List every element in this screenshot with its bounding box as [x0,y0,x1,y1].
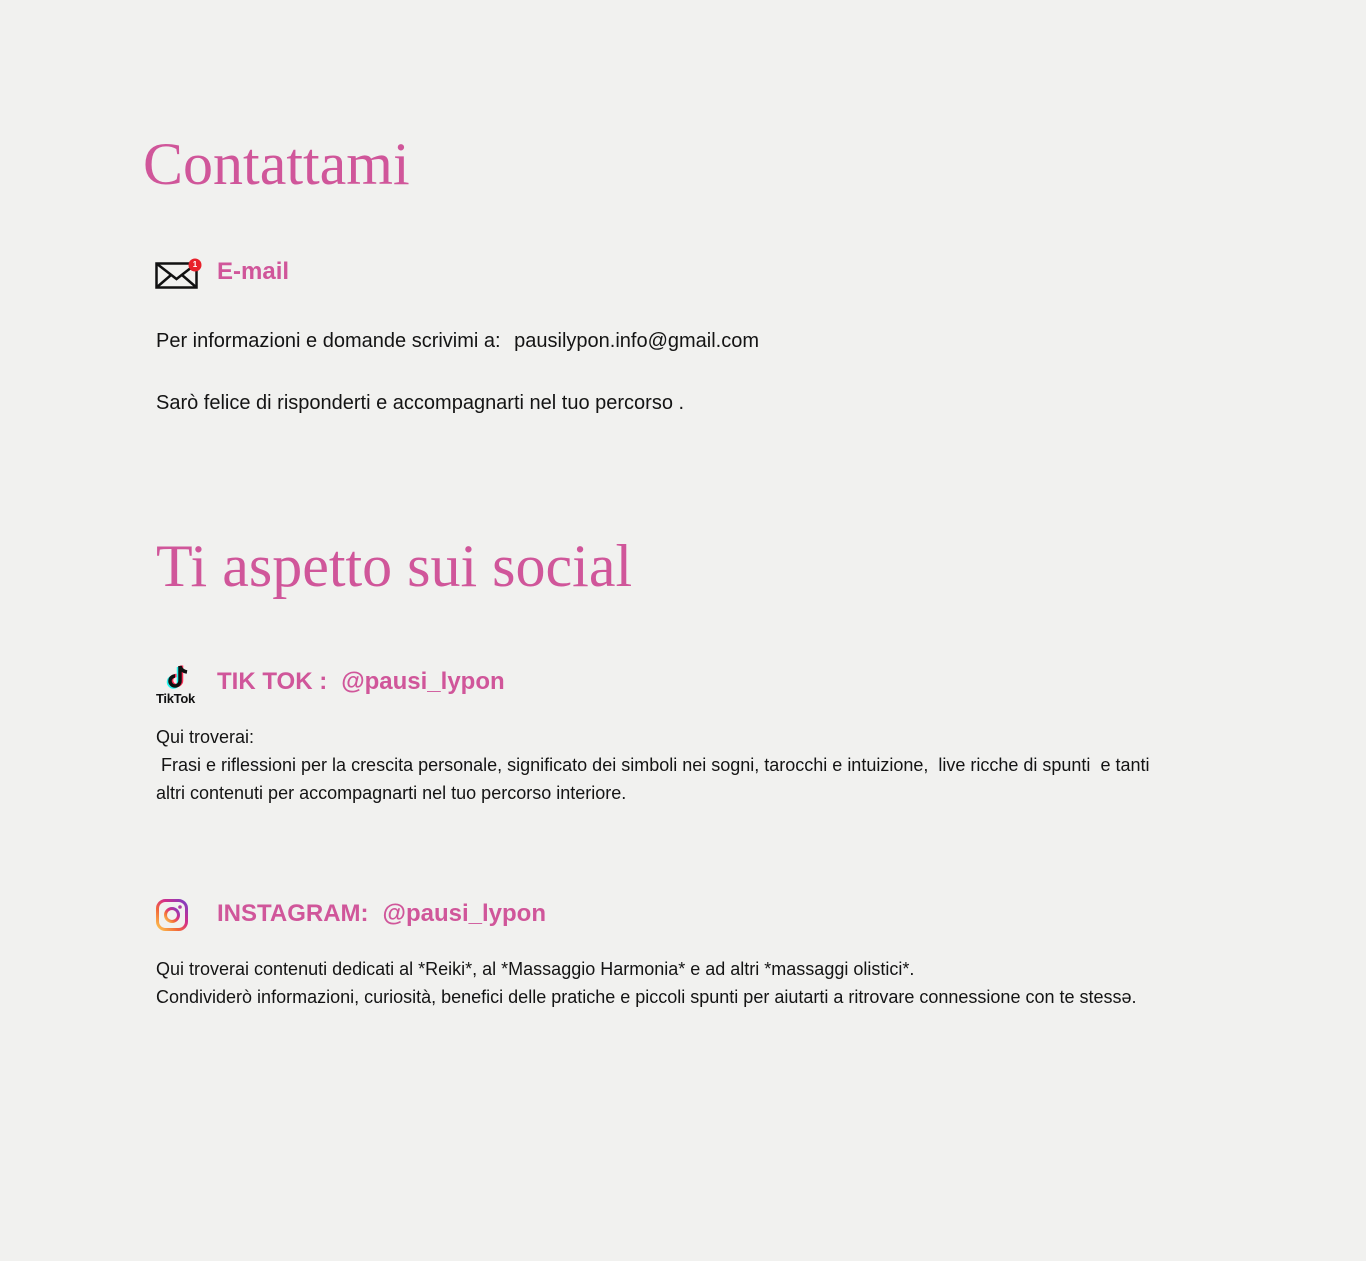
instagram-description [156,955,1236,1011]
tiktok-handle-link[interactable]: @pausi_lypon [341,668,505,695]
email-heading [217,258,289,286]
tiktok-description [156,723,1236,807]
email-info-prefix: Per informazioni e domande scrivimi a: [156,330,501,352]
instagram-handle-link[interactable]: @pausi_lypon [382,900,546,927]
instagram-icon[interactable] [156,899,188,936]
instagram-desc-line1: Qui troverai contenuti dedicati al *Reiki*, al *Massaggio Harmonia* e ad altri *massaggi olistici*. [156,959,915,979]
tiktok-desc-line2: altri contenuti per accompagnarti nel tuo percorso interiore. [156,783,627,803]
email-address-link[interactable]: pausilypon.info@gmail.com [514,330,760,352]
tiktok-heading [217,668,505,696]
email-label: E-mail [217,258,290,285]
instagram-heading [217,900,546,928]
tiktok-desc-line1: Frasi e riflessioni per la crescita personale, significato dei simboli nei sogni, tarocchi e intuizione, live ricche di spunti e tanti [156,755,1150,775]
instagram-desc-line2: Condividerò informazioni, curiosità, benefici delle pratiche e piccoli spunti per aiutarti a ritrovare connessione con te stessə. [156,987,1137,1007]
contact-title: Contattami [143,131,410,197]
social-title: Ti aspetto sui social [156,533,633,599]
tiktok-logo-text: TikTok [156,691,195,706]
email-info-line [156,327,759,355]
tiktok-intro: Qui troverai: [156,727,255,747]
notification-badge-count: 1 [192,260,198,269]
instagram-label: INSTAGRAM: [217,900,369,927]
email-closing-line: Sarò felice di risponderti e accompagnarti nel tuo percorso . [156,392,685,414]
tiktok-label: TIK TOK : [217,668,328,695]
